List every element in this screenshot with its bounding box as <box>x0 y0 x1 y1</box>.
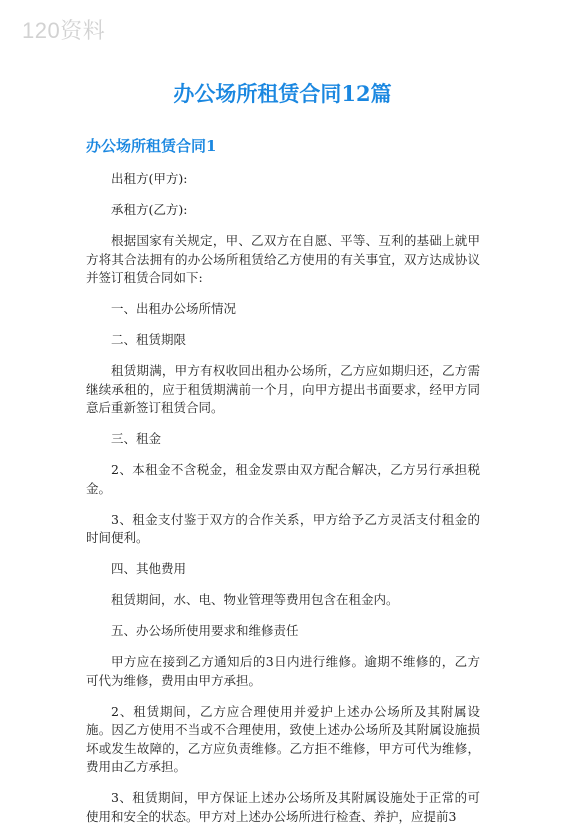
heading-other-fees: 四、其他费用 <box>111 561 187 576</box>
paragraph-lease-term: 租赁期满，甲方有权收回出租办公场所，乙方应如期归还，乙方需继续承租的，应于租赁期满前一个月，向甲方提出书面要求，经甲方同意后重新签订租赁合同。 <box>86 363 480 415</box>
paragraph-other-fees: 租赁期间，水、电、物业管理等费用包含在租金内。 <box>111 592 399 607</box>
paragraph-repair-notice: 甲方应在接到乙方通知后的3日内进行维修。逾期不维修的，乙方可代为维修，费用由甲方承担。 <box>86 654 480 688</box>
paragraph-lessor: 出租方(甲方): <box>111 171 188 186</box>
document-title: 办公场所租赁合同12篇 <box>173 81 392 106</box>
paragraph-preamble: 根据国家有关规定，甲、乙双方在自愿、平等、互利的基础上就甲方将其合法拥有的办公场所租赁给乙方使用的有关事宜，双方达成协议并签订租赁合同如下: <box>86 233 480 285</box>
paragraph-proper-use: 2、租赁期间，乙方应合理使用并爱护上述办公场所及其附属设施。因乙方使用不当或不合理使用，致使上述办公场所及其附属设施损坏或发生故障的，乙方应负责维修。乙方拒不维修，甲方可代为维修，费用由乙方承担。 <box>86 703 480 774</box>
section-title: 办公场所租赁合同1 <box>86 137 217 155</box>
heading-use-maintenance: 五、办公场所使用要求和维修责任 <box>111 623 299 638</box>
paragraph-safety-guarantee: 3、租赁期间，甲方保证上述办公场所及其附属设施处于正常的可使用和安全的状态。甲方对上述办公场所进行检查、养护，应提前3 <box>86 790 480 824</box>
paragraph-rent-tax: 2、本租金不含税金，租金发票由双方配合解决，乙方另行承担税金。 <box>86 462 480 496</box>
heading-lease-term: 二、租赁期限 <box>111 332 187 347</box>
paragraph-lessee: 承租方(乙方): <box>111 202 188 217</box>
watermark: 120资料 <box>22 18 106 43</box>
paragraph-rent-payment: 3、租金支付鉴于双方的合作关系，甲方给予乙方灵活支付租金的时间便利。 <box>86 511 480 545</box>
contract-body <box>86 170 480 839</box>
heading-rent: 三、租金 <box>111 431 162 446</box>
heading-premises: 一、出租办公场所情况 <box>111 301 237 316</box>
